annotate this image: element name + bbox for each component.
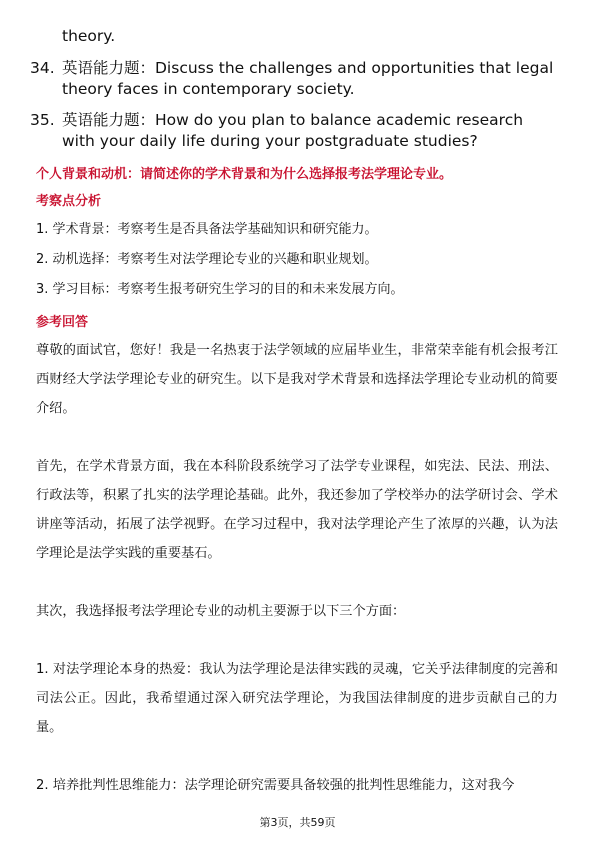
question-number: 35.: [30, 111, 55, 129]
analysis-point: 3. 学习目标：考察考生报考研究生学习的目的和未来发展方向。: [36, 282, 404, 297]
answer-paragraph: 其次，我选择报考法学理论专业的动机主要源于以下三个方面：: [36, 604, 406, 619]
analysis-heading: 考察点分析: [36, 194, 102, 209]
analysis-point: 2. 动机选择：考察考生对法学理论专业的兴趣和职业规划。: [36, 252, 378, 267]
page-footer: 第3页，共59页: [259, 816, 336, 829]
section-question: 个人背景和动机：请简述你的学术背景和为什么选择报考法学理论专业。: [36, 167, 453, 182]
question-text: 英语能力题：Discuss the challenges and opportunities that legal theory faces in contemporary society.: [62, 59, 554, 98]
question-35: [30, 110, 560, 152]
answer-paragraph: 2. 培养批判性思维能力：法学理论研究需要具备较强的批判性思维能力，这对我今: [36, 778, 515, 793]
question-text: 英语能力题：How do you plan to balance academic research with your daily life during your postgraduate studies?: [62, 111, 524, 150]
analysis-point: 1. 学术背景：考察考生是否具备法学基础知识和研究能力。: [36, 222, 378, 237]
answer-paragraph: 1. 对法学理论本身的热爱：我认为法学理论是法律实践的灵魂，它关乎法律制度的完善和司法公正。因此，我希望通过深入研究法学理论，为我国法律制度的进步贡献自己的力量。: [36, 662, 558, 735]
answer-paragraph: 尊敬的面试官，您好！我是一名热衷于法学领域的应届毕业生，非常荣幸能有机会报考江西财经大学法学理论专业的研究生。以下是我对学术背景和选择法学理论专业动机的简要介绍。: [36, 343, 558, 416]
question-number: 34.: [30, 59, 55, 77]
answer-heading: 参考回答: [36, 315, 89, 330]
previous-question-continuation: theory.: [62, 27, 116, 45]
answer-paragraph: 首先，在学术背景方面，我在本科阶段系统学习了法学专业课程，如宪法、民法、刑法、行政法等，积累了扎实的法学理论基础。此外，我还参加了学校举办的法学研讨会、学术讲座等活动，拓展了法学视野。在学习过程中，我对法学理论产生了浓厚的兴趣，认为法学理论是法学实践的重要基石。: [36, 459, 558, 561]
question-34: [30, 58, 560, 100]
